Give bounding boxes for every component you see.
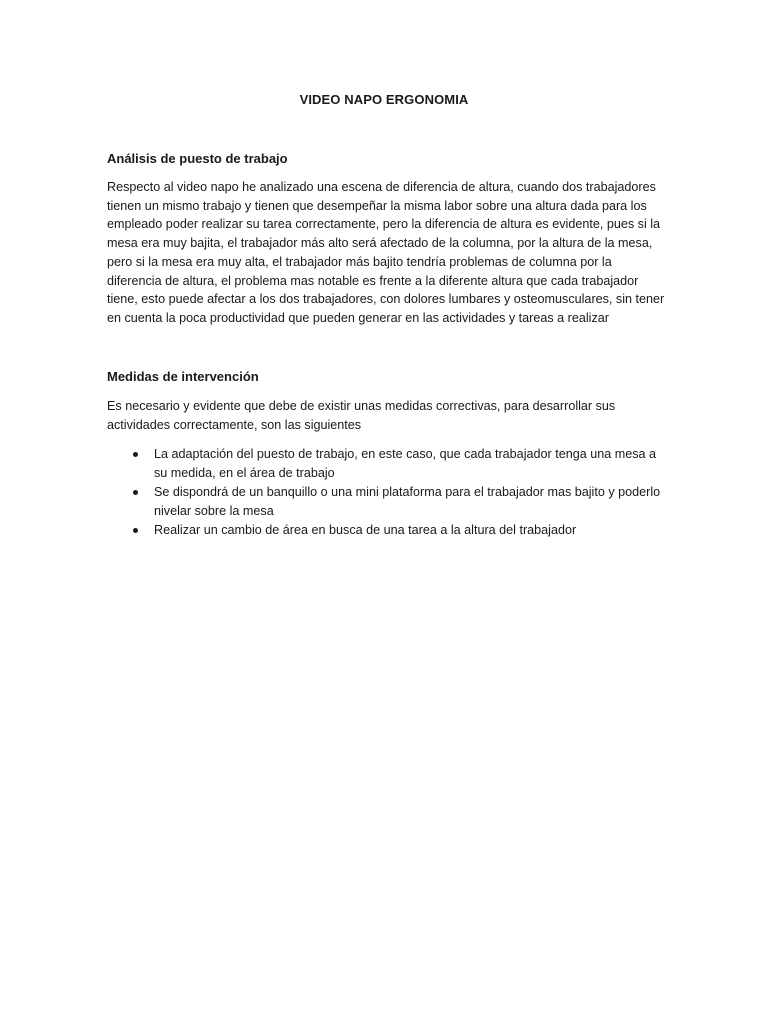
bullet-text: Realizar un cambio de área en busca de una tarea a la altura del trabajador	[154, 523, 577, 537]
document-title: VIDEO NAPO ERGONOMIA	[299, 92, 469, 107]
section-paragraph-analisis: Respecto al video napo he analizado una escena de diferencia de altura, cuando dos trabajadores tienen un mismo trabajo y tienen que desempeñar la misma labor sobre una altura dada para los empleado poder realizar su tarea correctamente, pero la diferencia de altura es evidente, pues si la mesa era muy bajita, el trabajador más alto será afectado de la columna, por la altura de la mesa, pero si la mesa era muy alta, el trabajador más bajito tendría problemas de columna por la diferencia de altura, el problema mas notable es frente a la diferente altura que cada trabajador tiene, esto puede afectar a los dos trabajadores, con dolores lumbares y osteomusculares, sin tener en cuenta la poca productividad que pueden generar en las actividades y tareas a realizar	[107, 180, 665, 325]
bullet-icon	[133, 490, 138, 495]
bullet-text: Se dispondrá de un banquillo o una mini plataforma para el trabajador mas bajito y poderlo nivelar sobre la mesa	[154, 485, 661, 518]
section-heading-medidas: Medidas de intervención	[107, 369, 259, 384]
section-paragraph-medidas: Es necesario y evidente que debe de existir unas medidas correctivas, para desarrollar sus actividades correctamente, son las siguientes	[107, 399, 616, 432]
section-heading-analisis: Análisis de puesto de trabajo	[107, 151, 288, 166]
list-item	[107, 521, 667, 540]
list-item	[107, 445, 667, 483]
measures-bullet-list	[107, 445, 667, 540]
bullet-text: La adaptación del puesto de trabajo, en este caso, que cada trabajador tenga una mesa a su medida, en el área de trabajo	[154, 447, 657, 480]
bullet-icon	[133, 452, 138, 457]
bullet-icon	[133, 528, 138, 533]
list-item	[107, 483, 667, 521]
